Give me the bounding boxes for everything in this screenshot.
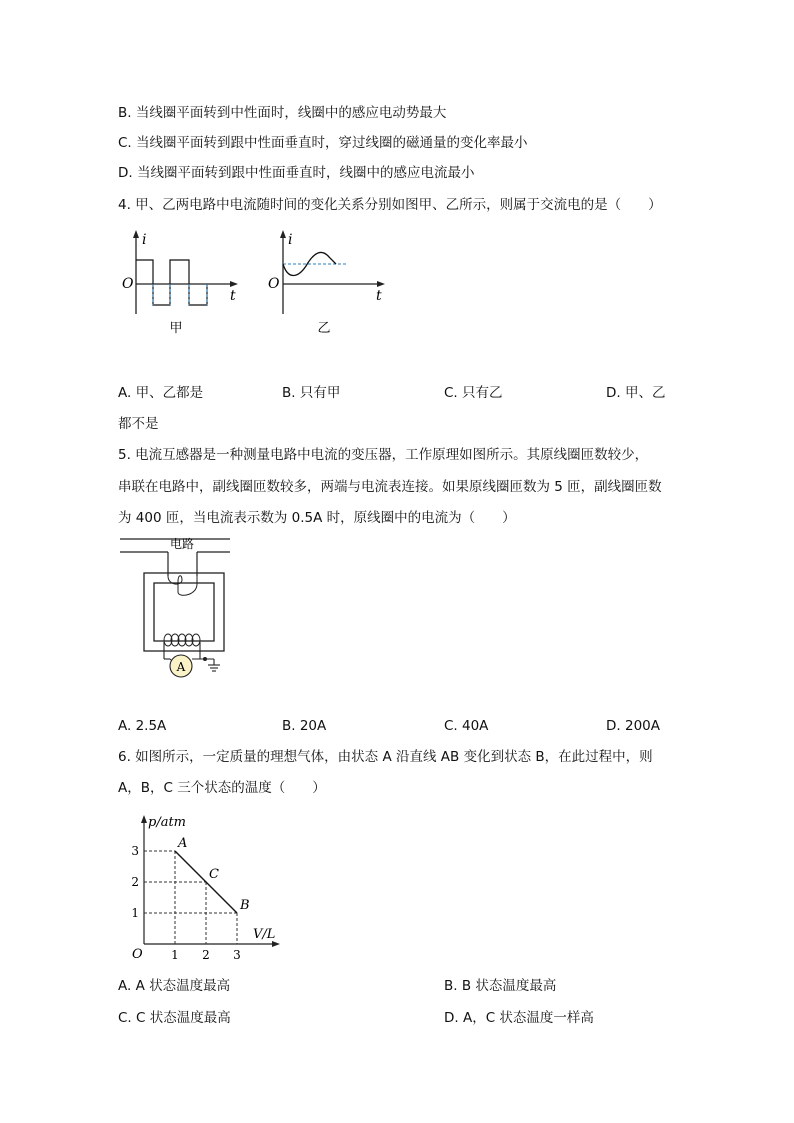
q3-option-c: C. 当线圈平面转到跟中性面垂直时，穿过线圈的磁通量的变化率最小 [118, 135, 528, 151]
q4-option-a: A. 甲、乙都是 [118, 385, 204, 401]
secondary-coil [164, 634, 200, 646]
graph-yi [268, 230, 385, 314]
q6-pv-chart [126, 810, 296, 960]
q6-stem-line2: A，B，C 三个状态的温度（ ） [118, 780, 326, 796]
caption-jia: 甲 [169, 321, 183, 336]
point-label-c: C [209, 867, 219, 882]
q5-stem-line3: 为 400 匝，当电流表示数为 0.5A 时，原线圈中的电流为（ ） [118, 510, 516, 526]
q6-option-c: C. C 状态温度最高 [118, 1010, 231, 1026]
y-tick-2: 2 [131, 875, 139, 889]
q5-option-c: C. 40A [444, 718, 489, 734]
y-axis-label: p/atm [148, 815, 187, 830]
origin-label: O [132, 947, 143, 960]
q4-option-b: B. 只有甲 [282, 385, 341, 401]
jia-axis-i: i [142, 232, 147, 248]
q6-option-d: D. A，C 状态温度一样高 [444, 1010, 594, 1026]
jia-axis-t: t [230, 288, 236, 304]
transformer-core [144, 573, 224, 651]
caption-yi: 乙 [317, 321, 331, 336]
q3-option-d: D. 当线圈平面转到跟中性面垂直时，线圈中的感应电流最小 [118, 165, 475, 181]
q5-option-b: B. 20A [282, 718, 327, 734]
yi-origin: O [268, 276, 280, 292]
q5-option-d: D. 200A [606, 718, 660, 734]
q5-stem-line1: 5. 电流互感器是一种测量电路中电流的变压器，工作原理如图所示。其原线圈匝数较少， [118, 447, 649, 463]
q6-option-a: A. A 状态温度最高 [118, 978, 231, 994]
q4-option-d: D. 甲、乙 [606, 385, 666, 401]
q5-stem-line2: 串联在电路中，副线圈匝数较多，两端与电流表连接。如果原线圈匝数为 5 匝，副线圈匝数 [118, 479, 662, 495]
q4-stem: 4. 甲、乙两电路中电流随时间的变化关系分别如图甲、乙所示，则属于交流电的是（ ） [118, 197, 662, 213]
ammeter-label: A [176, 660, 186, 674]
yi-axis-t: t [376, 288, 382, 304]
x-axis-label: V/L [253, 927, 276, 942]
q5-option-a: A. 2.5A [118, 718, 167, 734]
q4-option-d-cont: 都不是 [118, 416, 159, 432]
q6-option-b: B. B 状态温度最高 [444, 978, 557, 994]
x-tick-2: 2 [202, 948, 210, 960]
y-tick-3: 3 [131, 844, 139, 858]
circuit-label: 电路 [169, 537, 195, 551]
jia-origin: O [122, 276, 134, 292]
graph-jia [122, 230, 238, 314]
y-tick-1: 1 [131, 906, 139, 920]
q5-transformer-figure [118, 532, 238, 682]
q4-option-c: C. 只有乙 [444, 385, 503, 401]
x-tick-3: 3 [233, 948, 241, 960]
x-tick-1: 1 [171, 948, 179, 960]
point-label-a: A [178, 836, 188, 851]
yi-axis-i: i [288, 232, 293, 248]
q4-figure [118, 222, 398, 342]
q6-stem-line1: 6. 如图所示，一定质量的理想气体，由状态 A 沿直线 AB 变化到状态 B，在此过程中，则 [118, 749, 653, 765]
q3-option-b: B. 当线圈平面转到中性面时，线圈中的感应电动势最大 [118, 105, 447, 121]
point-label-b: B [240, 898, 250, 913]
